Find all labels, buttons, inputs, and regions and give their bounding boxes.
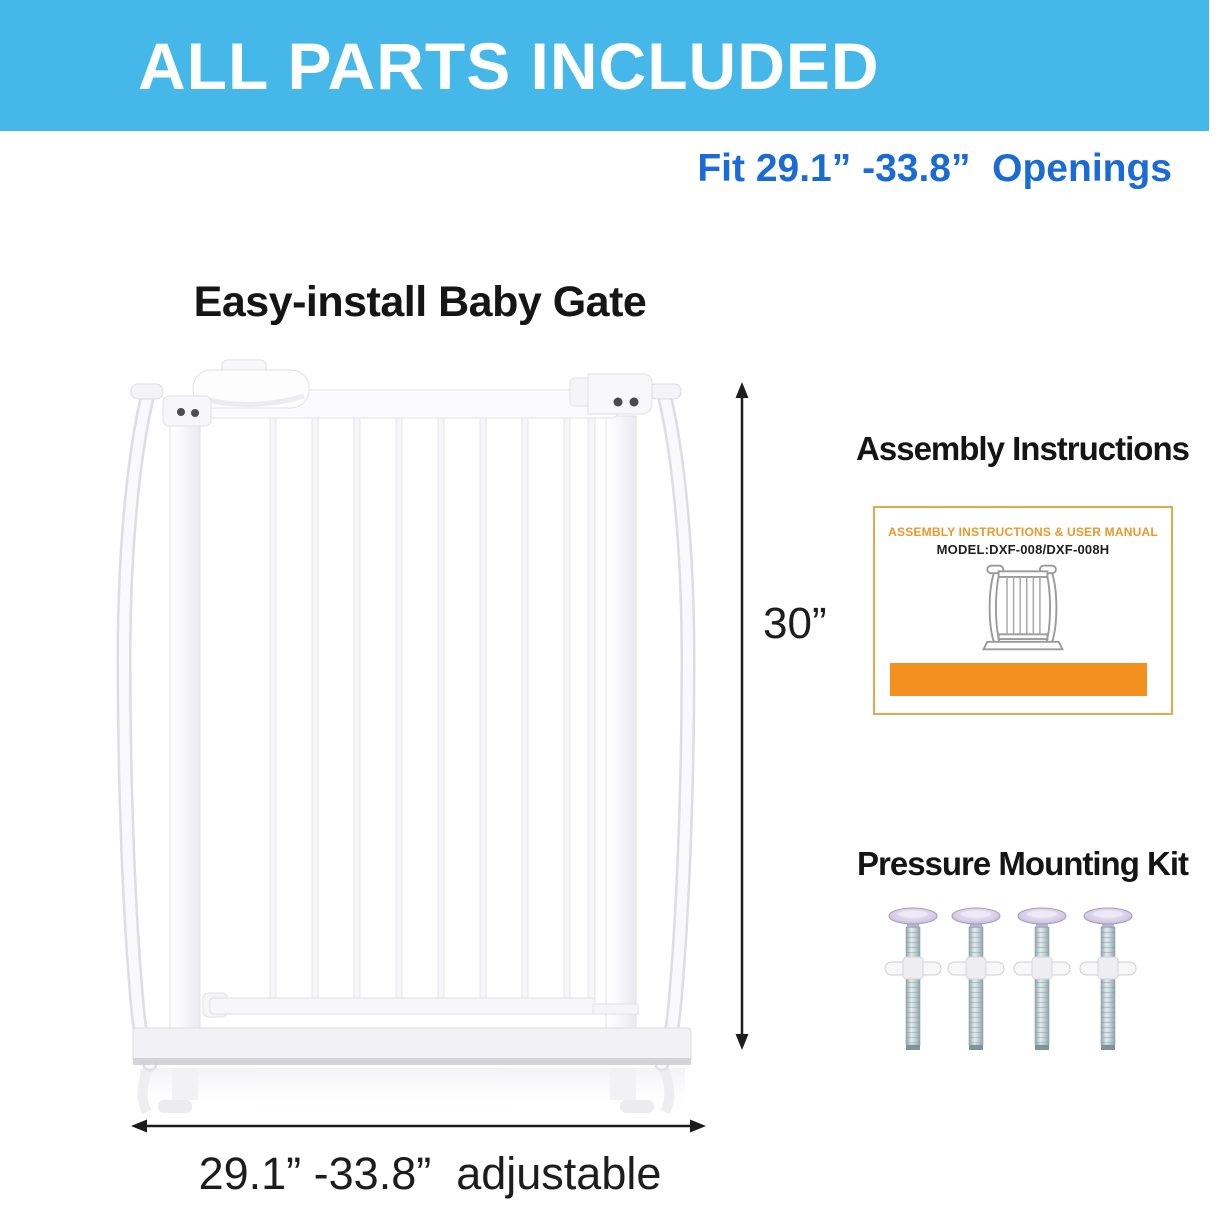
- gate-hinge: [570, 374, 652, 414]
- gate-latch-handle: [163, 360, 309, 426]
- fit-range-subtitle: Fit 29.1” -33.8” Openings: [697, 147, 1172, 190]
- height-dimension-label: 30”: [763, 599, 827, 648]
- bolt-icon: [1080, 908, 1136, 1050]
- width-dimension-label: 29.1” -33.8” adjustable: [198, 1148, 662, 1199]
- mounting-bolts: [883, 903, 1145, 1055]
- gate-frame: [124, 384, 688, 1064]
- gate-bars: [270, 418, 595, 1006]
- manual-orange-bar: [890, 663, 1147, 696]
- gate-title: Easy-install Baby Gate: [193, 278, 647, 326]
- manual-title: ASSEMBLY INSTRUCTIONS & USER MANUAL: [888, 525, 1158, 539]
- manual-model-number: MODEL:DXF-008/DXF-008H: [936, 542, 1110, 557]
- width-dimension-arrow: [131, 1120, 706, 1133]
- gate-base: [133, 993, 691, 1065]
- top-banner: [0, 0, 1209, 131]
- height-dimension-arrow: [736, 382, 749, 1050]
- bolt-icon: [1014, 908, 1070, 1050]
- gate-reflection: [140, 1068, 685, 1116]
- bolt-icon: [885, 908, 941, 1050]
- manual-gate-thumbnail-icon: [973, 561, 1073, 655]
- banner-title: ALL PARTS INCLUDED: [138, 28, 880, 103]
- bolt-icon: [948, 908, 1004, 1050]
- manual-card: [873, 506, 1173, 715]
- pressure-mounting-kit-heading: Pressure Mounting Kit: [856, 845, 1189, 882]
- bolts-svg: [883, 903, 1145, 1055]
- assembly-instructions-heading: Assembly Instructions: [856, 430, 1189, 467]
